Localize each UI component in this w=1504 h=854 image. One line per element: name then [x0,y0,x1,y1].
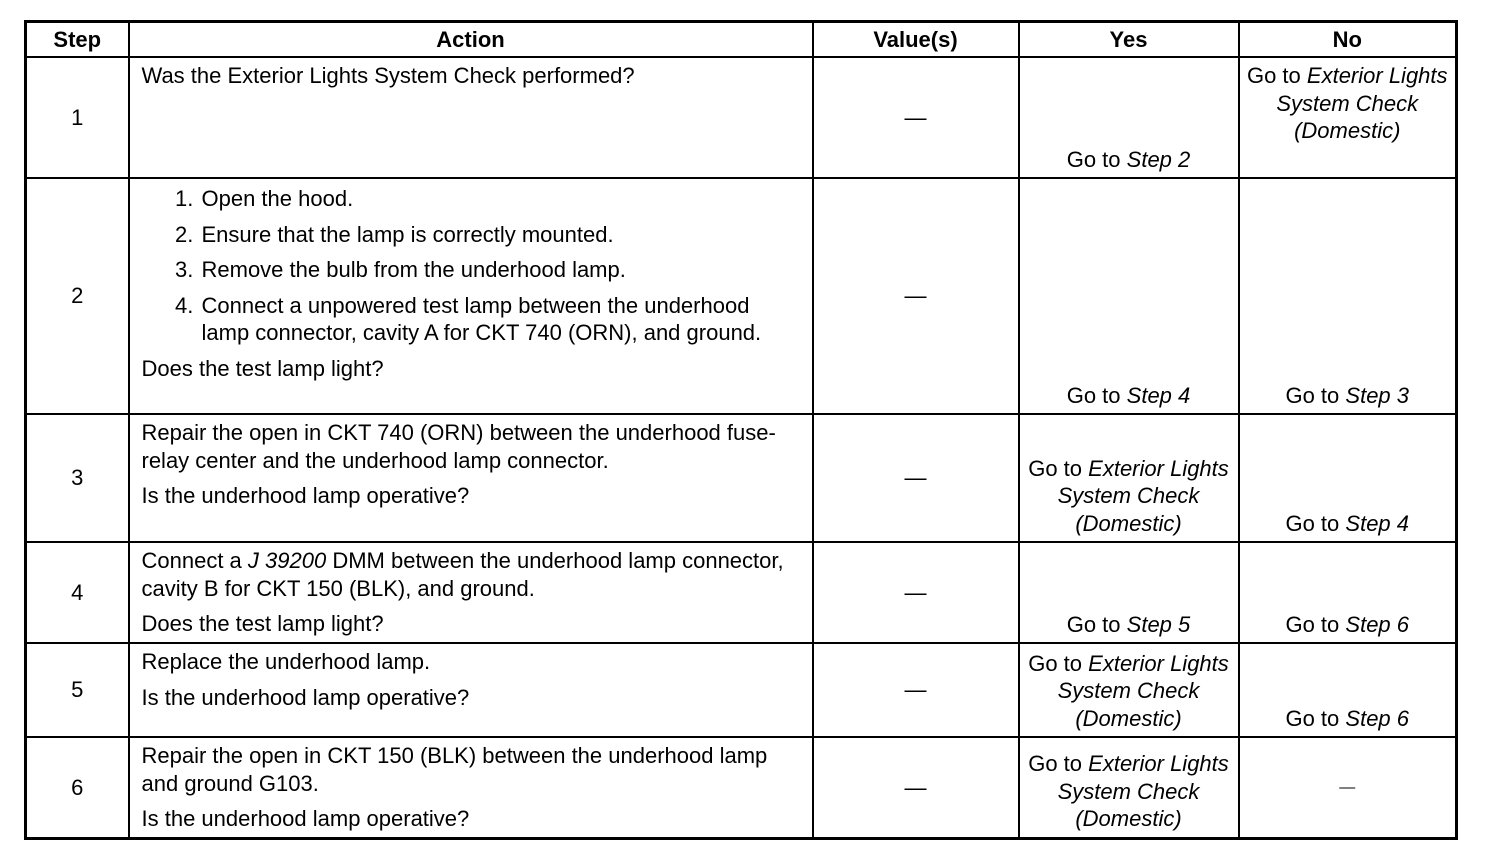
no-cell [1239,542,1457,643]
procedure-item: 3. Remove the bulb from the underhood lamp. [200,256,802,284]
no-dash: — [1339,779,1356,796]
action-text: Repair the open in CKT 150 (BLK) between the underhood lamp and ground G103. [141,743,768,796]
step-number: 2 [26,178,129,414]
table-row [26,542,1457,643]
action-text [142,547,802,602]
table-row [26,737,1457,838]
value-dash: — [904,677,927,703]
goto-prefix: Go to [1246,63,1301,88]
goto-link[interactable]: Step 6 [1345,705,1410,731]
action-question: Is the underhood lamp operative? [141,806,470,831]
value-cell [813,737,1019,838]
action-text: Repair the open in CKT 740 (ORN) between the underhood fuse-relay center and the underhood lamp connector. [141,420,776,473]
goto-link[interactable]: Step 4 [1126,382,1191,408]
yes-cell [1019,643,1239,737]
table-row [26,178,1457,414]
value-dash: — [904,283,927,309]
action-cell [129,542,813,643]
step-number: 5 [26,643,129,737]
yes-cell [1019,542,1239,643]
header-values: Value(s) [813,22,1019,58]
value-cell [813,414,1019,542]
goto-link[interactable]: Step 5 [1126,611,1191,637]
header-no: No [1239,22,1457,58]
value-dash: — [904,774,927,800]
diagnostic-table [24,20,1458,840]
value-dash: — [904,579,927,605]
action-cell [129,178,813,414]
action-question: Is the underhood lamp operative? [141,483,470,508]
yes-cell [1019,57,1239,178]
value-cell [813,542,1019,643]
no-cell [1239,414,1457,542]
goto-prefix: Go to [1285,510,1340,536]
goto-prefix: Go to [1066,611,1121,637]
action-cell [129,643,813,737]
action-text-pre: Connect a [141,548,242,573]
goto-prefix: Go to [1028,751,1083,776]
value-dash: — [904,104,927,130]
header-yes: Yes [1019,22,1239,58]
goto-prefix: Go to [1285,705,1340,731]
no-cell [1239,178,1457,414]
yes-cell [1019,737,1239,838]
value-cell [813,57,1019,178]
step-number: 4 [26,542,129,643]
action-text: Was the Exterior Lights System Check performed? [141,63,635,88]
goto-prefix: Go to [1066,382,1121,408]
tool-reference: J 39200 [247,548,327,573]
value-dash: — [904,465,927,491]
goto-link[interactable]: Exterior Lights System Check (Domestic) [1276,63,1448,143]
action-cell [129,414,813,542]
yes-cell [1019,178,1239,414]
action-question: Is the underhood lamp operative? [141,684,470,710]
step-number: 6 [26,737,129,838]
action-question: Does the test lamp light? [141,355,384,381]
goto-link[interactable]: Exterior Lights System Check (Domestic) [1057,650,1229,731]
goto-prefix: Go to [1066,146,1121,172]
step-number: 1 [26,57,129,178]
procedure-item: 1. Open the hood. [200,185,802,213]
goto-link[interactable]: Step 4 [1345,510,1410,536]
action-text-post: DMM between the underhood lamp connector, cavity B for CKT 150 (BLK), and ground. [141,548,784,601]
no-cell [1239,57,1457,178]
goto-link[interactable]: Step 6 [1345,611,1410,637]
header-row [26,22,1457,58]
no-cell [1239,737,1457,838]
goto-prefix: Go to [1028,650,1083,676]
no-cell [1239,643,1457,737]
value-cell [813,643,1019,737]
action-cell [129,57,813,178]
goto-prefix: Go to [1285,611,1340,637]
goto-link[interactable]: Exterior Lights System Check (Domestic) [1057,455,1229,536]
goto-link[interactable]: Step 2 [1126,146,1191,172]
procedure-item: 4. Connect a unpowered test lamp between the underhood lamp connector, cavity A for CKT 740 (ORN), and ground. [200,292,802,347]
header-step: Step [26,22,129,58]
yes-cell [1019,414,1239,542]
goto-prefix: Go to [1028,455,1083,481]
table-row [26,57,1457,178]
table-row [26,414,1457,542]
action-cell [129,737,813,838]
action-question: Does the test lamp light? [141,611,384,636]
step-number: 3 [26,414,129,542]
table-row [26,643,1457,737]
value-cell [813,178,1019,414]
goto-prefix: Go to [1285,382,1340,408]
procedure-item: 2. Ensure that the lamp is correctly mounted. [200,221,802,249]
goto-link[interactable]: Exterior Lights System Check (Domestic) [1057,751,1229,831]
action-text: Replace the underhood lamp. [141,649,431,674]
header-action: Action [129,22,813,58]
procedure-list [142,185,802,347]
goto-link[interactable]: Step 3 [1345,382,1410,408]
